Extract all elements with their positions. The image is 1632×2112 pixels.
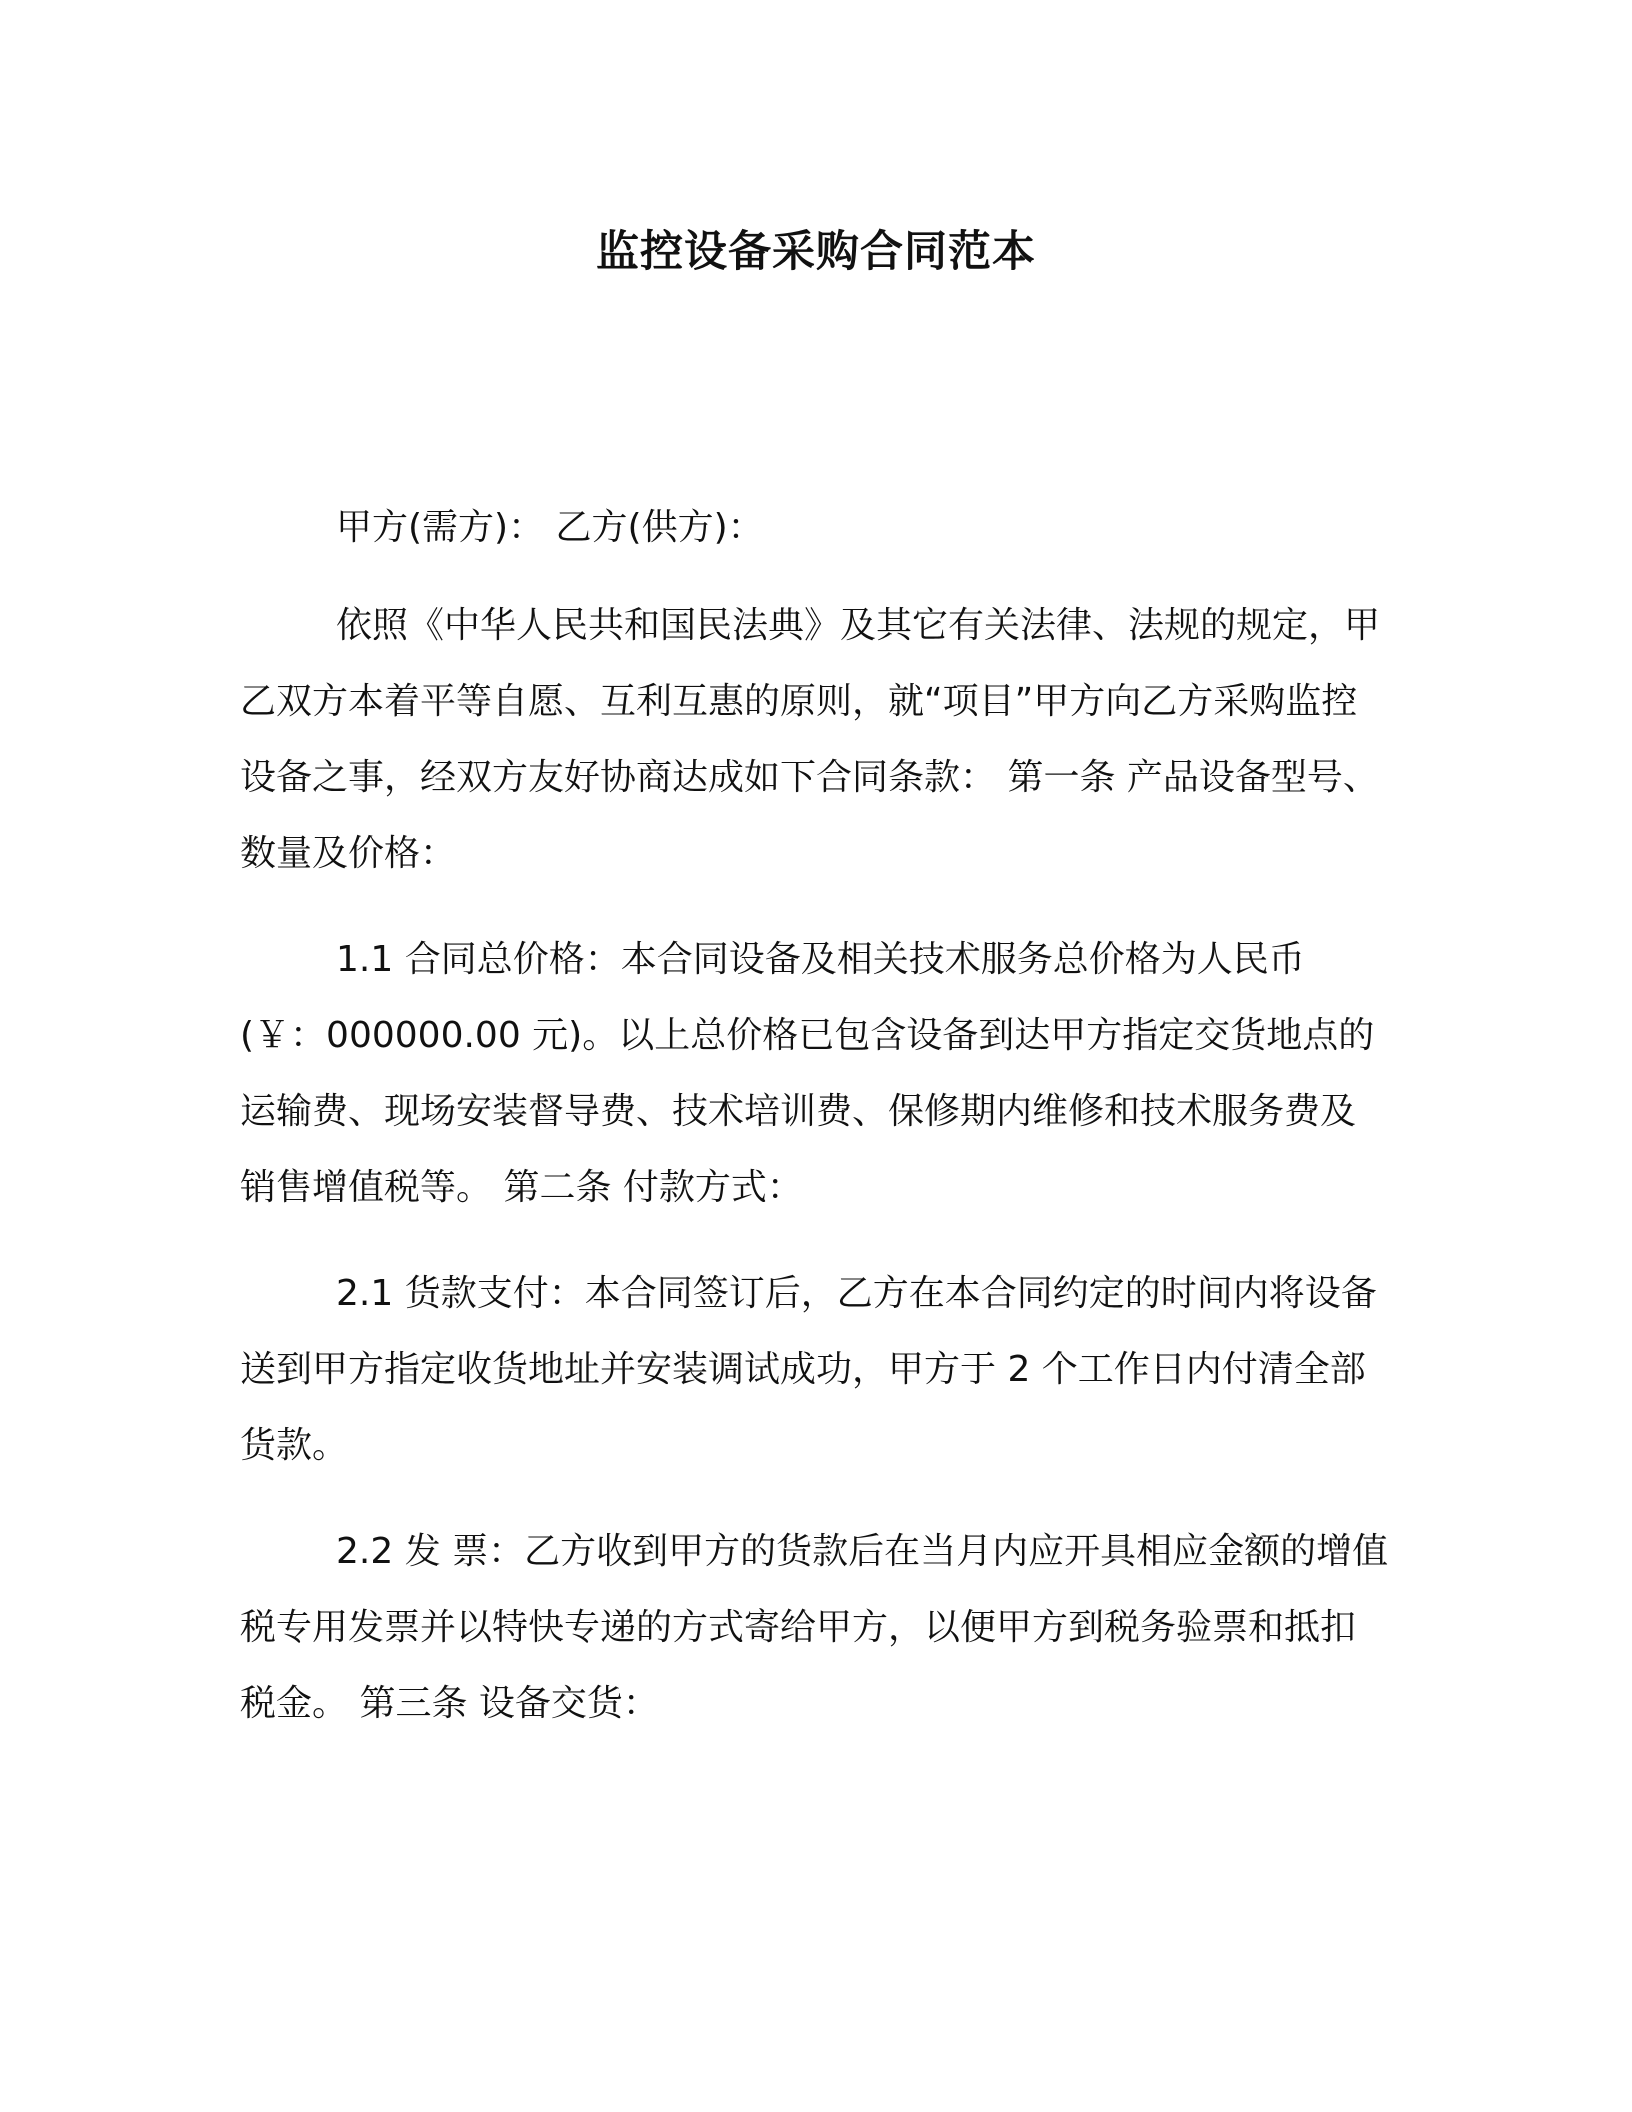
document-body	[240, 490, 1390, 1772]
document-title: 监控设备采购合同范本	[596, 227, 1036, 277]
parties-line: 甲方(需方)： 乙方(供方)：	[336, 507, 764, 548]
clause-2-2-paragraph: 2.2 发 票：乙方收到甲方的货款后在当月内应开具相应金额的增值税专用发票并以特快专递的方式寄给甲方，以便甲方到税务验票和抵扣税金。 第三条 设备交货：	[240, 1531, 1389, 1724]
clause-2-1-paragraph: 2.1 货款支付：本合同签订后，乙方在本合同约定的时间内将设备送到甲方指定收货地址并安装调试成功，甲方于 2 个工作日内付清全部货款。	[240, 1273, 1377, 1466]
clause-1-1-paragraph: 1.1 合同总价格：本合同设备及相关技术服务总价格为人民币(￥：000000.00 元)。以上总价格已包含设备到达甲方指定交货地点的运输费、现场安装督导费、技术培训费、保修期内维修和技术服务费及销售增值税等。 第二条 付款方式：	[240, 939, 1375, 1208]
preamble-paragraph: 依照《中华人民共和国民法典》及其它有关法律、法规的规定，甲乙双方本着平等自愿、互利互惠的原则，就“项目”甲方向乙方采购监控设备之事，经双方友好协商达成如下合同条款： 第一条 产品设备型号、数量及价格：	[240, 605, 1381, 874]
